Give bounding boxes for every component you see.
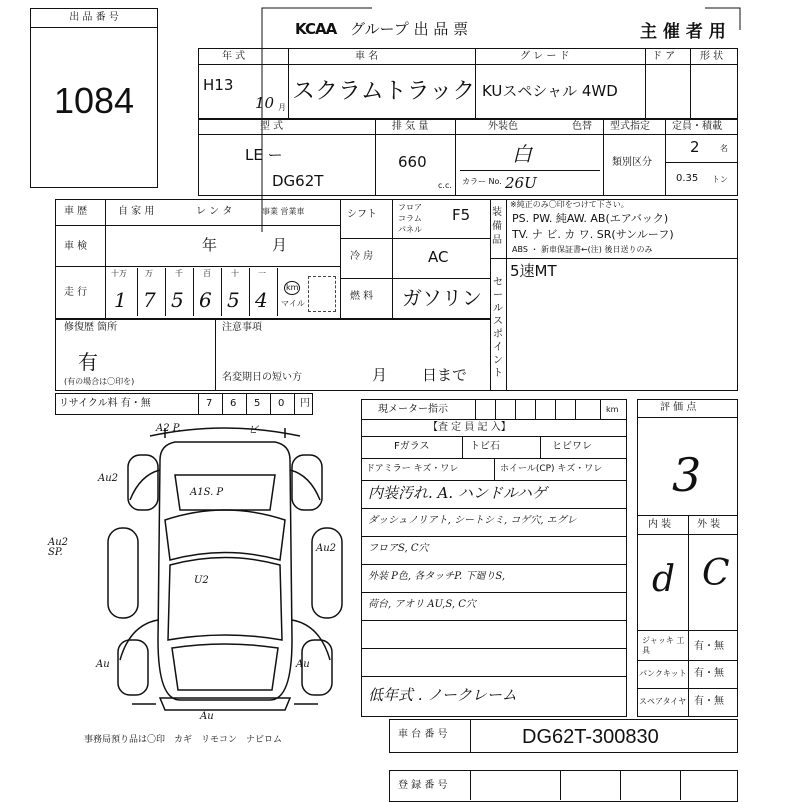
grade-value: KUスペシャル 4WD [482,82,618,100]
recycle-label: リサイクル料 有・無 [59,398,151,409]
mark-right-lower: Au [296,659,310,670]
interior-label: 内 装 [648,519,672,530]
selling-point-text: 5速MT [510,262,557,280]
mirror-label: ドアミラー キズ・ワレ [366,464,459,474]
inspector-note-7: 低年式 . ノークレーム [368,686,517,704]
door-label: ド ア [652,51,676,62]
mileage-digit-4: 5 [227,288,240,312]
chassis-value: DG62T-300830 [522,726,659,748]
lot-number: 1084 [53,80,135,121]
interior-grade: d [652,559,676,600]
shift-options: フロア コラム パネル [398,203,422,234]
month-unit: 月 [278,103,286,112]
shift-value: F5 [452,206,471,224]
caution-label: 注意事項 [222,322,262,333]
inspector-note-0: 内装汚れ. A. ハンドルハゲ [368,484,547,502]
model-line1: LE ー [245,146,283,164]
organizer-label: 主 催 者 用 [640,22,726,42]
mileage-digit-0: 1 [114,288,127,312]
color-label: 外装色 [488,121,518,132]
shape-label: 形 状 [700,51,724,62]
jack-label: ジャッキ 工 具 [642,636,685,655]
wheel-label: ホイール(CP) キズ・ワレ [500,464,603,474]
mileage-unit-4: 十 [231,269,239,278]
displacement-label: 排 気 量 [392,121,429,132]
meter-label: 現メーター指示 [378,404,448,415]
chassis-label: 車 台 番 号 [398,729,448,740]
recycle-digit-1: 6 [230,398,237,409]
registration-label: 登 録 番 号 [398,780,448,791]
grade-label: 評 価 点 [660,402,697,413]
ac-value: AC [428,248,449,266]
inspector-note-2: フロアS, C穴 [368,543,429,554]
sheet-title: グループ 出 品 票 [350,20,469,38]
recycle-digit-2: 5 [254,398,261,409]
jack-option: 有・無 [694,641,724,652]
type-label: 型式指定 [610,121,650,132]
model-line2: DG62T [272,172,324,190]
color-no: 26U [505,174,537,192]
mark-top-left: A2 P. [156,423,181,434]
puncture-option: 有・無 [694,668,724,679]
repair-value: 有 [78,350,98,374]
color-no-label: カラー No. [462,177,502,186]
glass-opt-chip: トビ石 [470,441,500,452]
load-unit: トン [712,175,728,184]
mark-center: U2 [194,575,209,586]
mileage-digit-2: 5 [171,288,184,312]
equipment-note: ※純正のみ〇印をつけて下さい。 [510,200,629,209]
mile-unit: マイル [281,299,305,308]
mileage-unit-3: 百 [203,269,211,278]
glass-opt-crack: ヒビワレ [552,441,592,452]
displacement-value: 660 [398,153,427,171]
cc-unit: c.c. [438,181,452,190]
mileage-digit-1: 7 [143,288,156,312]
repair-sub: (有の場合は〇印を) [64,377,135,386]
mileage-digit-3: 6 [199,288,212,312]
mileage-blank-box [308,276,336,312]
recycle-digit-0: 7 [206,398,213,409]
inspector-header: 【査 定 員 記 入】 [428,422,511,433]
selling-point-label: セールスポイント [493,277,503,379]
km-unit: km [284,281,300,295]
name-change-month: 月 [372,366,388,384]
inspection-year-unit: 年 [202,236,218,254]
mileage-unit-5: 一 [258,269,266,278]
color-value: 白 [512,142,532,166]
model-label: 型 式 [260,121,284,132]
repair-label: 修復歴 箇所 [64,322,118,333]
class-label: 類別区分 [612,157,652,168]
history-label: 車 歴 [64,206,88,217]
mileage-unit-2: 千 [175,269,183,278]
exterior-grade: C [702,553,730,594]
mileage-digit-5: 4 [255,288,268,312]
vehicle-name: スクラムトラック [292,78,476,104]
load-value: 0.35 [676,173,699,184]
name-change-day: 日まで [422,366,468,384]
mark-left-lower: Au [96,659,110,670]
year-label: 年 式 [222,51,246,62]
capacity-value: 2 [690,138,700,156]
mark-left-upper: Au2 [98,473,119,484]
history-opt-business: 事業 営業車 [262,207,305,216]
mark-bottom: Au [200,711,214,722]
fuel-label: 燃 料 [350,291,374,302]
capacity-unit: 名 [720,144,728,153]
history-opt-private: 自 家 用 [118,206,155,217]
history-opt-rental: レ ン タ [196,206,233,217]
inspector-note-3: 外装 P色, 各タッチP. 下廻りS, [368,571,505,582]
inspection-label: 車 検 [64,241,88,252]
ac-label: 冷 房 [350,251,374,262]
repaint-label: 色替 [572,121,592,132]
equipment-line2: TV. ナ ビ. カ ワ. SR(サンルーフ) [512,228,674,241]
inspector-note-1: ダッシュノリアト, シートシミ, コゲ穴, エグレ [368,515,577,526]
mark-top-right: ビ [248,425,258,436]
mark-right: Au2 [316,543,337,554]
puncture-label: パンクキット [639,669,687,678]
mark-center-top: A1S. P [190,487,224,498]
mileage-label: 走 行 [64,287,88,298]
inspection-month-unit: 月 [272,236,288,254]
lot-header: 出 品 番 号 [69,12,119,23]
name-label: 車 名 [355,51,379,62]
recycle-yen: 円 [300,398,310,409]
name-change-label: 名変期日の短い方 [222,372,302,383]
grade-score: 3 [672,448,702,502]
keys-note: 事務局預り品は〇印 カギ リモコン ナビロム [84,735,283,745]
equipment-line1: PS. PW. 純AW. AB(エアバック) [512,212,669,225]
grade-label: グ レ ー ド [520,51,570,62]
exterior-label: 外 装 [697,519,721,530]
mileage-unit-0: 十万 [111,269,127,278]
fuel-value: ガソリン [402,286,482,310]
year-month: 10 [255,94,275,112]
meter-unit: km [606,405,619,414]
spare-label: スペアタイヤ [639,697,687,706]
capacity-label: 定員・積載 [672,121,722,132]
year-era: H13 [203,76,234,94]
inspector-note-4: 荷台, アオリ AU,S, C穴 [368,599,476,610]
equipment-line3: ABS ・ 新車保証書←(注) 後日送りのみ [512,245,653,254]
glass-label: Fガラス [394,441,430,452]
shift-label: シフト [347,209,377,220]
lot-box [30,8,158,188]
equipment-label: 装備品 [492,207,502,246]
mileage-unit-1: 万 [145,269,153,278]
mark-left-spare: Au2 SP. [48,537,69,558]
brand-logo: KCAA [295,20,337,38]
spare-option: 有・無 [694,696,724,707]
recycle-digit-3: 0 [278,398,285,409]
